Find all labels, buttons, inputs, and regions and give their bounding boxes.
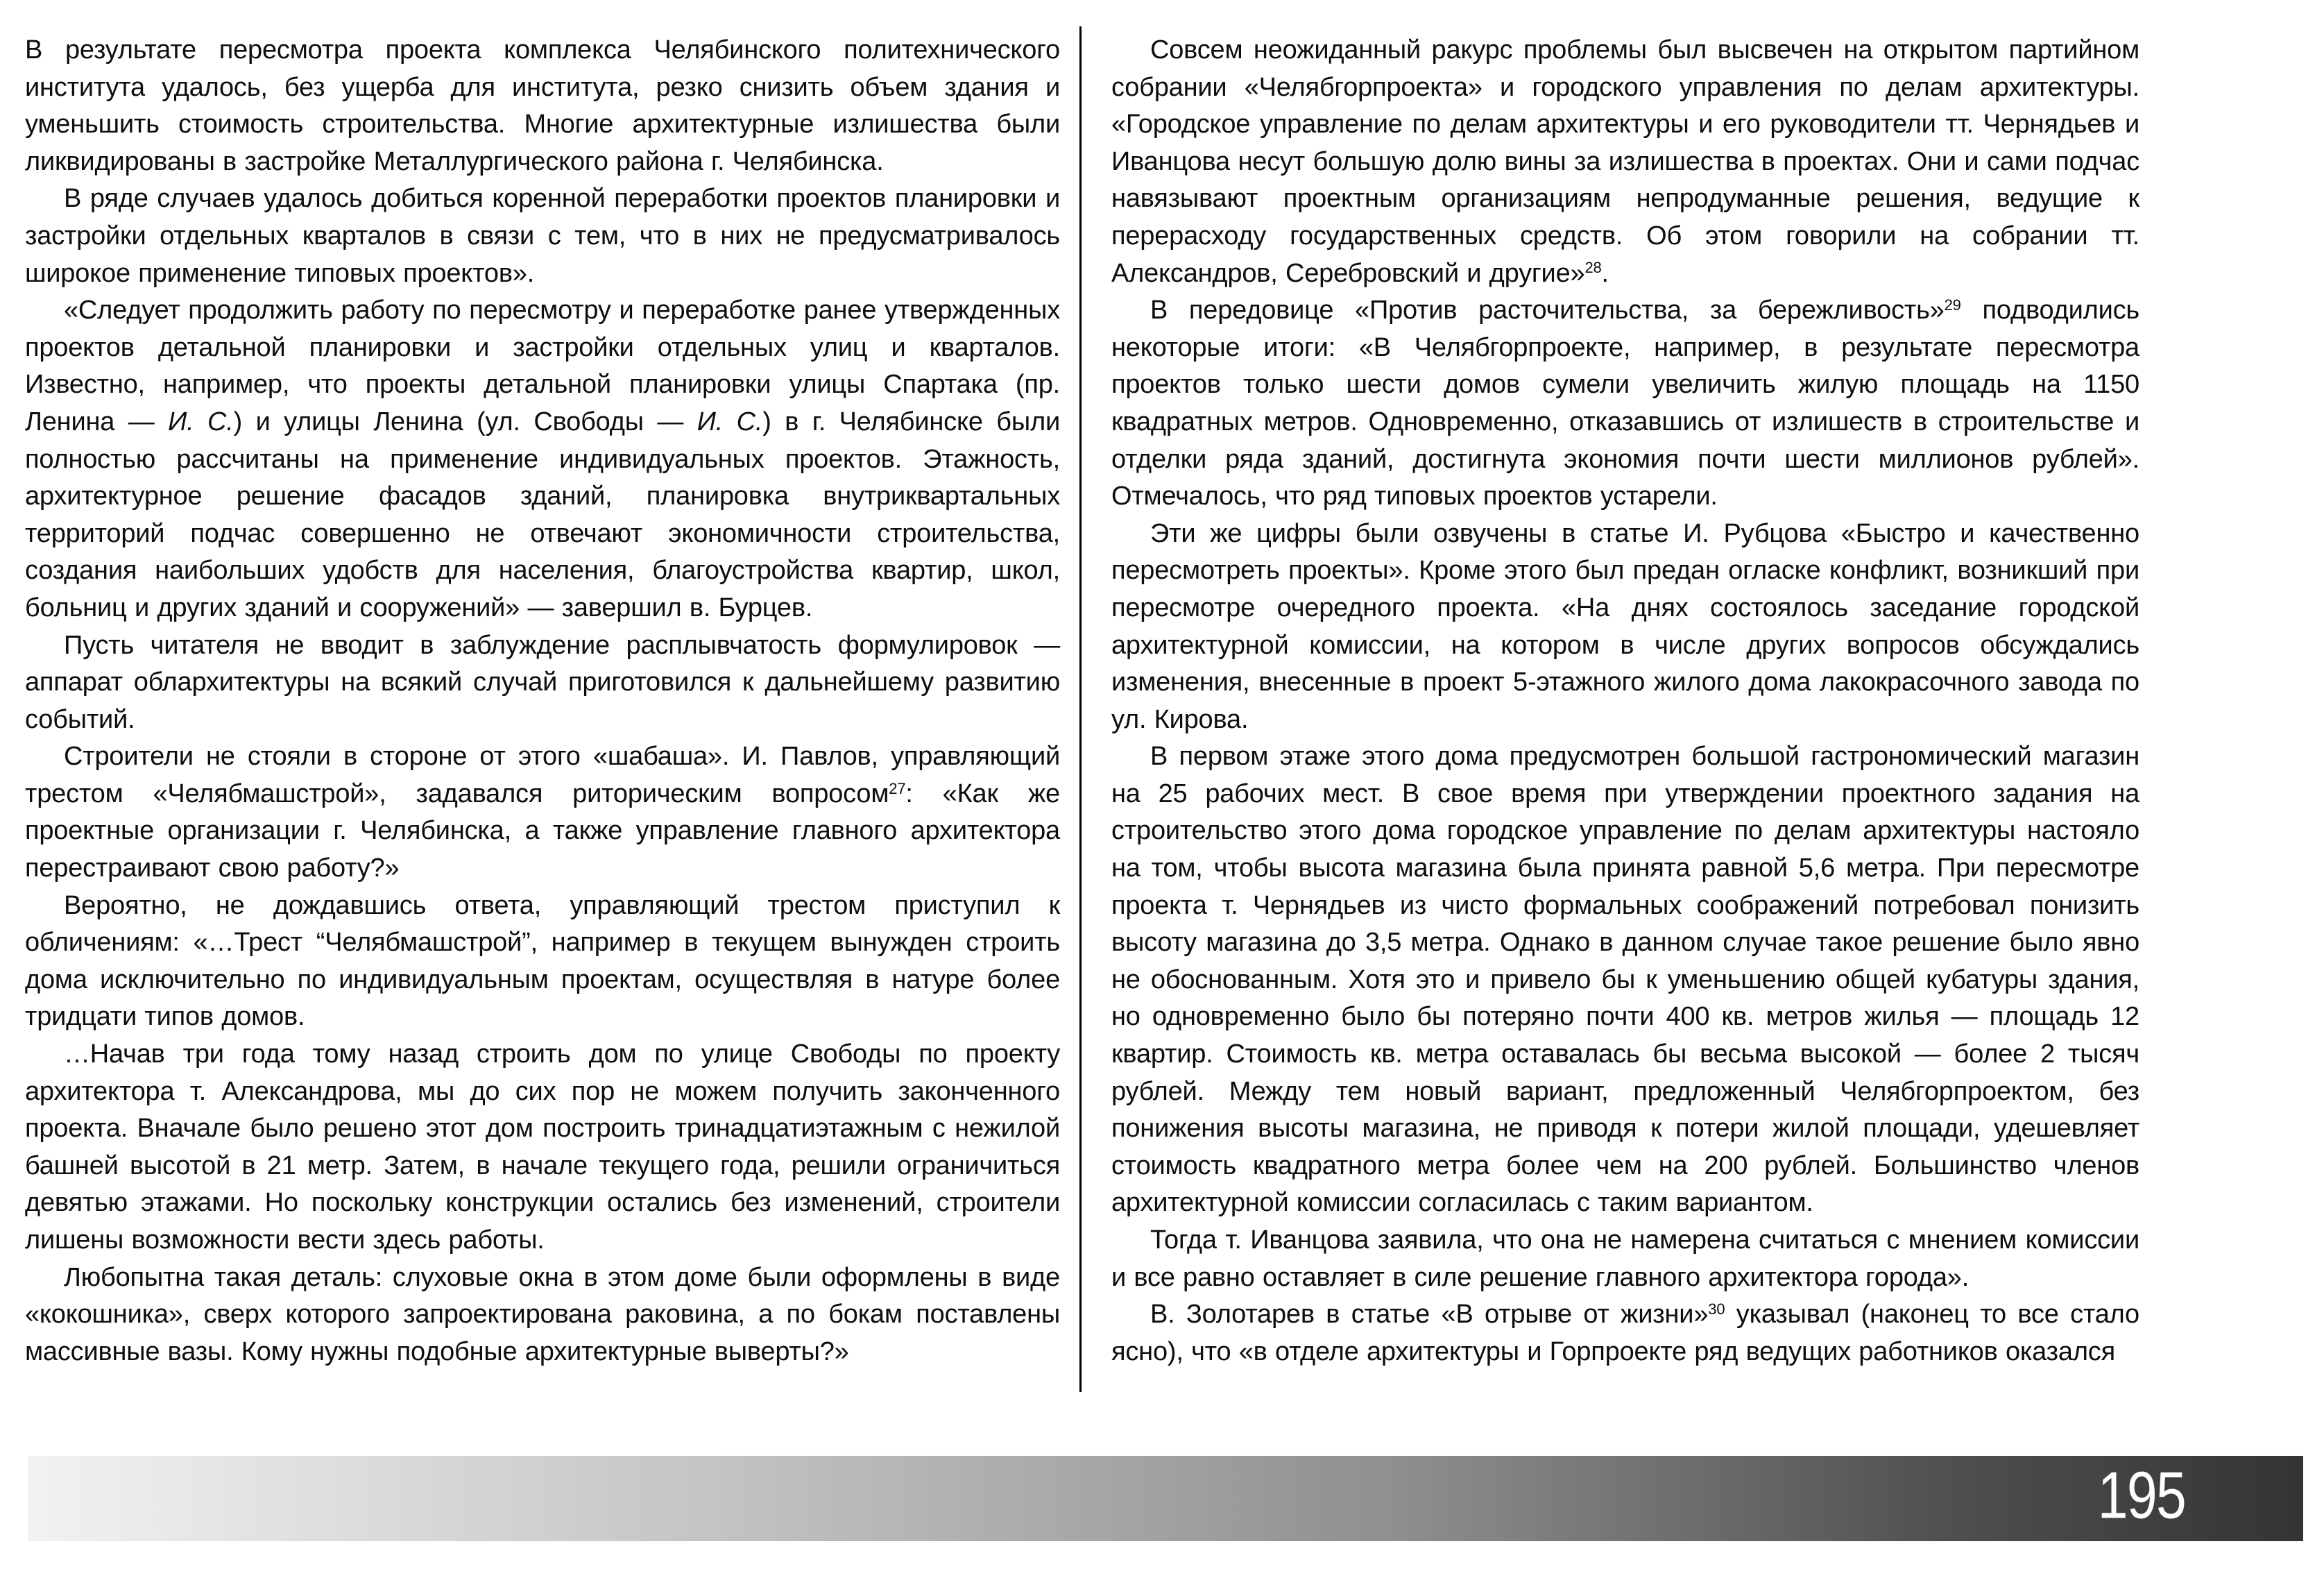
paragraph [1111,516,2139,739]
page-number: 195 [2097,1458,2185,1533]
text-run: подводились некоторые итоги: «В Челябгорпроекте, например, в результате пересмотра проектов только шести домов сумели увеличить жилую площадь на 1150 квадратных метров. Одновременно, отказавшись от излишеств в строительстве и отделки ряда зданий, достигнута экономия почти шести миллионов рублей». Отмечалось, что ряд типовых проектов устарели. [1111,296,2139,511]
text-run: «Следует продолжить работу по пересмотру и переработке ранее утвержденных проектов детальной планировки и застройки отдельных улиц и кварталов. Известно, например, что проекты детальной планировки улицы Спартака (пр. Ленина — [25,296,1060,436]
paragraph [1111,1222,2139,1296]
paragraph [25,1259,1060,1371]
paragraph [1111,32,2139,292]
text-run: В ряде случаев удалось добиться коренной переработки проектов планировки и застройки отдельных кварталов в связи с тем, что в них не предусматривалось широкое применение типовых проектов». [25,184,1060,288]
paragraph [25,888,1060,1036]
text-run: В первом этаже этого дома предусмотрен большой гастрономический магазин на 25 рабочих мест. В свое время при утверждении проектного задания на строительство этого дома городское управление по делам архитектуры настояло на том, чтобы высота магазина была принята равной 5,6 метра. При пересмотре проекта т. Чернядьев из чисто формальных соображений потребовал понизить высоту магазина до 3,5 метра. Однако в данном случае такое решение было явно не обоснованным. Хотя это и привело бы к уменьшению общей кубатуры здания, но одновременно было бы потеряно почти 400 кв. метров жилья — площадь 12 квартир. Стоимость кв. метра оставалась бы весьма высокой — более 2 тысяч рублей. Между тем новый вариант, предложенный Челябгорпроектом, без понижения высоты магазина, не приводя к потери жилой площади, удешевляет стоимость квадратного метра более чем на 200 рублей. Большинство членов архитектурной комиссии согласилась с таким вариантом. [1111,742,2139,1218]
text-run: Любопытна такая деталь: слуховые окна в этом доме были оформлены в виде «кокошника», сверх которого запроектирована раковина, а по бокам поставлены массивные вазы. Кому нужны подобные архитектурные выверты?» [25,1262,1060,1366]
text-run: Вероятно, не дождавшись ответа, управляющий трестом приступил к обличениям: «…Трест “Челябмашстрой”, например в текущем вынужден строить дома исключительно по индивидуальным проектам, осуществляя в натуре более тридцати типов домов. [25,890,1060,1032]
right-text-column [1111,32,2139,1370]
paragraph [1111,1296,2139,1370]
footnote-reference: 28 [1584,259,1602,277]
text-run: В результате пересмотра проекта комплекса Челябинского политехнического института удалось, без ущерба для института, резко снизить объем здания и уменьшить стоимость строительства. Многие архитектурные излишества были ликвидированы в застройке Металлургического района г. Челябинска. [25,35,1060,176]
footer-gradient-bar [28,1456,2303,1541]
text-run: В. Золотарев в статье «В отрыве от жизни» [1150,1300,1709,1330]
text-run: Эти же цифры были озвучены в статье И. Рубцова «Быстро и качественно пересмотреть проекты». Кроме этого был предан огласке конфликт, возникший при пересмотре очередного проекта. «На днях состоялось заседание городской архитектурной комиссии, на котором в числе других вопросов обсуждались изменения, внесенные в проект 5-этажного жилого дома лакокрасочного завода по ул. Кирова. [1111,518,2139,734]
text-run: Строители не стояли в стороне от этого «шабаша». И. Павлов, управляющий трестом «Челябмашстрой», задавался риторическим вопросом [25,742,1060,808]
text-run: …Начав три года тому назад строить дом по улице Свободы по проекту архитектора т. Александрова, мы до сих пор не можем получить законченного проекта. Вначале было решено этот дом построить тринадцатиэтажным с нежилой башней высотой в 21 метр. Затем, в начале текущего года, решили ограничиться девятью этажами. Но поскольку конструкции остались без изменений, строители лишены возможности вести здесь работы. [25,1039,1060,1255]
footnote-reference: 30 [1708,1300,1725,1318]
text-run: Пусть читателя не вводит в заблуждение расплывчатость формулировок — аппарат облархитектуры на всякий случай приготовился к дальнейшему развитию событий. [25,630,1060,734]
text-run: указывал (наконец то все стало ясно), что «в отделе архитектуры и Горпроекте ряд ведущих работников оказался [1111,1300,2139,1366]
text-run: . [1601,258,1609,288]
footnote-reference: 29 [1944,296,1961,314]
paragraph [25,627,1060,739]
italic-text-run: И. С. [697,407,763,436]
paragraph [25,738,1060,887]
column-divider [1079,26,1082,1392]
text-run: Совсем неожиданный ракурс проблемы был высвечен на открытом партийном собрании «Челябгорпроекта» и городского управления по делам архитектуры. «Городское управление по делам архитектуры и его руководители тт. Чернядьев и Иванцова несут большую долю вины за излишества в проектах. Они и сами подчас навязывают проектным организациям непродуманные решения, ведущие к перерасходу государственных средств. Об этом говорили на собрании тт. Александров, Серебровский и другие» [1111,35,2139,288]
text-run: ) в г. Челябинске были полностью рассчитаны на применение индивидуальных проектов. Этажность, архитектурное решение фасадов зданий, планировка внутриквартальных территорий подчас совершенно не отвечают экономичности строительства, создания наибольших удобств для населения, благоустройства квартир, школ, больниц и других зданий и сооружений» — завершил в. Бурцев. [25,407,1060,622]
paragraph [25,32,1060,180]
text-run: В передовице «Против расточительства, за бережливость» [1150,296,1945,325]
paragraph [1111,292,2139,516]
left-text-column [25,32,1060,1370]
paragraph [25,292,1060,627]
footnote-reference: 27 [889,779,906,797]
text-run: Тогда т. Иванцова заявила, что она не намерена считаться с мнением комиссии и все равно оставляет в силе решение главного архитектора города». [1111,1225,2139,1292]
paragraph [25,1036,1060,1259]
italic-text-run: И. С. [168,407,234,436]
text-run: : «Как же проектные организации г. Челябинска, а также управление главного архитектора перестраивают свою работу?» [25,779,1060,883]
paragraph [25,180,1060,292]
paragraph [1111,738,2139,1222]
text-run: ) и улицы Ленина (ул. Свободы — [233,407,697,436]
